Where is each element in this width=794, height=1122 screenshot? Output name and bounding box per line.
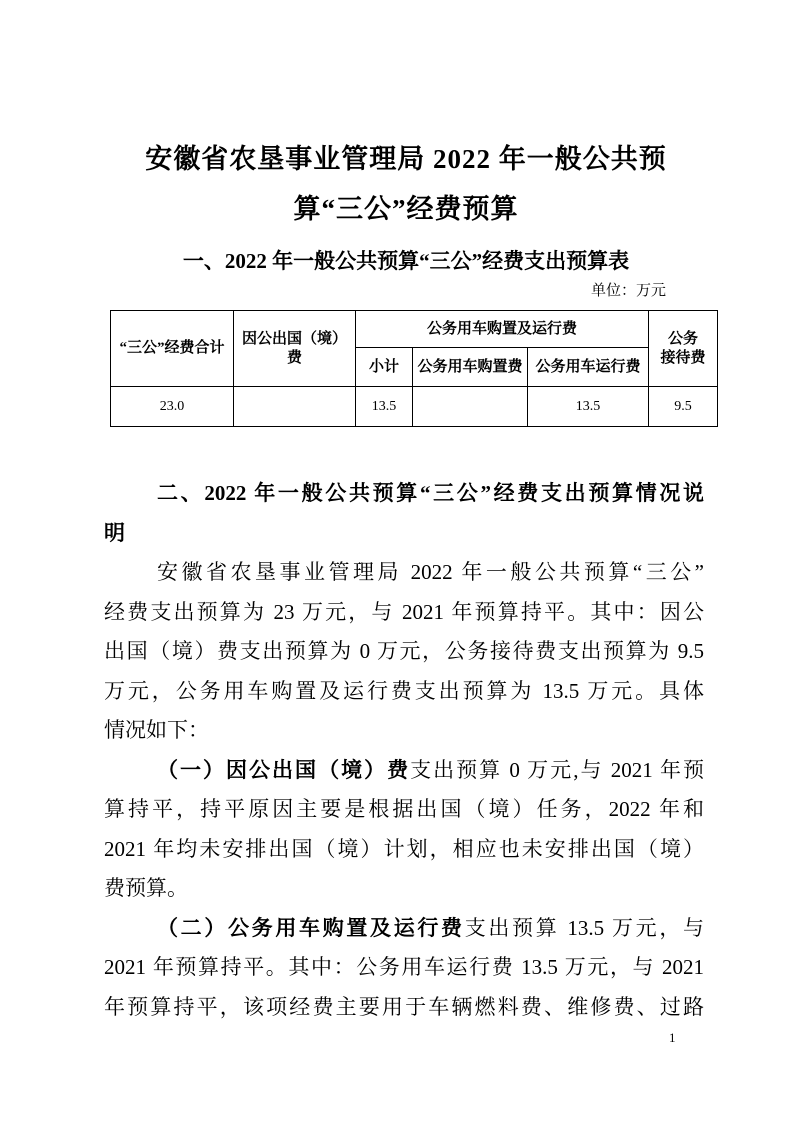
header-reception-line-2: 接待费 [660,349,706,366]
paragraph-line: 出国（境）费支出预算为 0 万元，公务接待费支出预算为 9.5 [104,639,704,663]
paragraph-line: 万元，公务用车购置及运行费支出预算为 13.5 万元。具体 [104,678,704,703]
body-text [104,474,704,1027]
header-total-expenses: “三公”经费合计 [111,311,234,387]
paragraph-line: 二、2022 年一般公共预算“三公”经费支出预算情况说 [157,481,704,505]
header-reception-line-1: 公务 [667,330,698,347]
section-1-heading: 一、2022 年一般公共预算“三公”经费支出预算表 [182,249,630,273]
table-unit-label: 单位：万元 [590,283,666,299]
document-title [104,134,708,234]
cell-vehicle-subtotal-value: 13.5 [356,387,413,427]
header-vehicle-purchase: 公务用车购置费 [413,348,528,387]
document-title-line-1: 安徽省农垦事业管理局 2022 年一般公共预 [145,144,667,174]
header-reception-expenses [649,311,718,387]
header-vehicle-operation: 公务用车运行费 [528,348,649,387]
paragraph-line: （一）因公出国（境）费支出预算 0 万元,与 2021 年预 [157,757,705,782]
paragraph-line: 年预算持平，该项经费主要用于车辆燃料费、维修费、过路 [104,994,704,1019]
header-abroad-expenses: 因公出国（境）费 [234,311,356,387]
paragraph-line: （二）公务用车购置及运行费支出预算 13.5 万元，与 [157,915,705,940]
document-content [104,134,708,1027]
header-vehicle-group: 公务用车购置及运行费 [356,311,649,348]
budget-table [110,310,718,427]
paragraph-line: 经费支出预算为 23 万元，与 2021 年预算持平。其中：因公 [104,599,704,624]
paragraph-line: 安徽省农垦事业管理局 2022 年一般公共预算“三公” [157,560,704,584]
cell-total-value: 23.0 [111,387,234,427]
cell-vehicle-purchase-value [413,387,528,427]
cell-reception-value: 9.5 [649,387,718,427]
paragraph-line: 2021 年预算持平。其中：公务用车运行费 13.5 万元，与 2021 [104,955,704,979]
paragraph-line: 费预算。 [104,876,188,900]
document-title-line-2: 算“三公”经费预算 [293,194,519,224]
cell-abroad-value [234,387,356,427]
header-vehicle-subtotal: 小计 [356,348,413,387]
paragraph-line: 2021 年均未安排出国（境）计划，相应也未安排出国（境） [104,836,704,861]
paragraph-line: 明 [104,520,125,545]
paragraph-line: 情况如下： [104,718,209,742]
cell-vehicle-operation-value: 13.5 [528,387,649,427]
page-number: 1 [669,1030,676,1045]
paragraph-line: 算持平，持平原因主要是根据出国（境）任务，2022 年和 [104,797,704,821]
